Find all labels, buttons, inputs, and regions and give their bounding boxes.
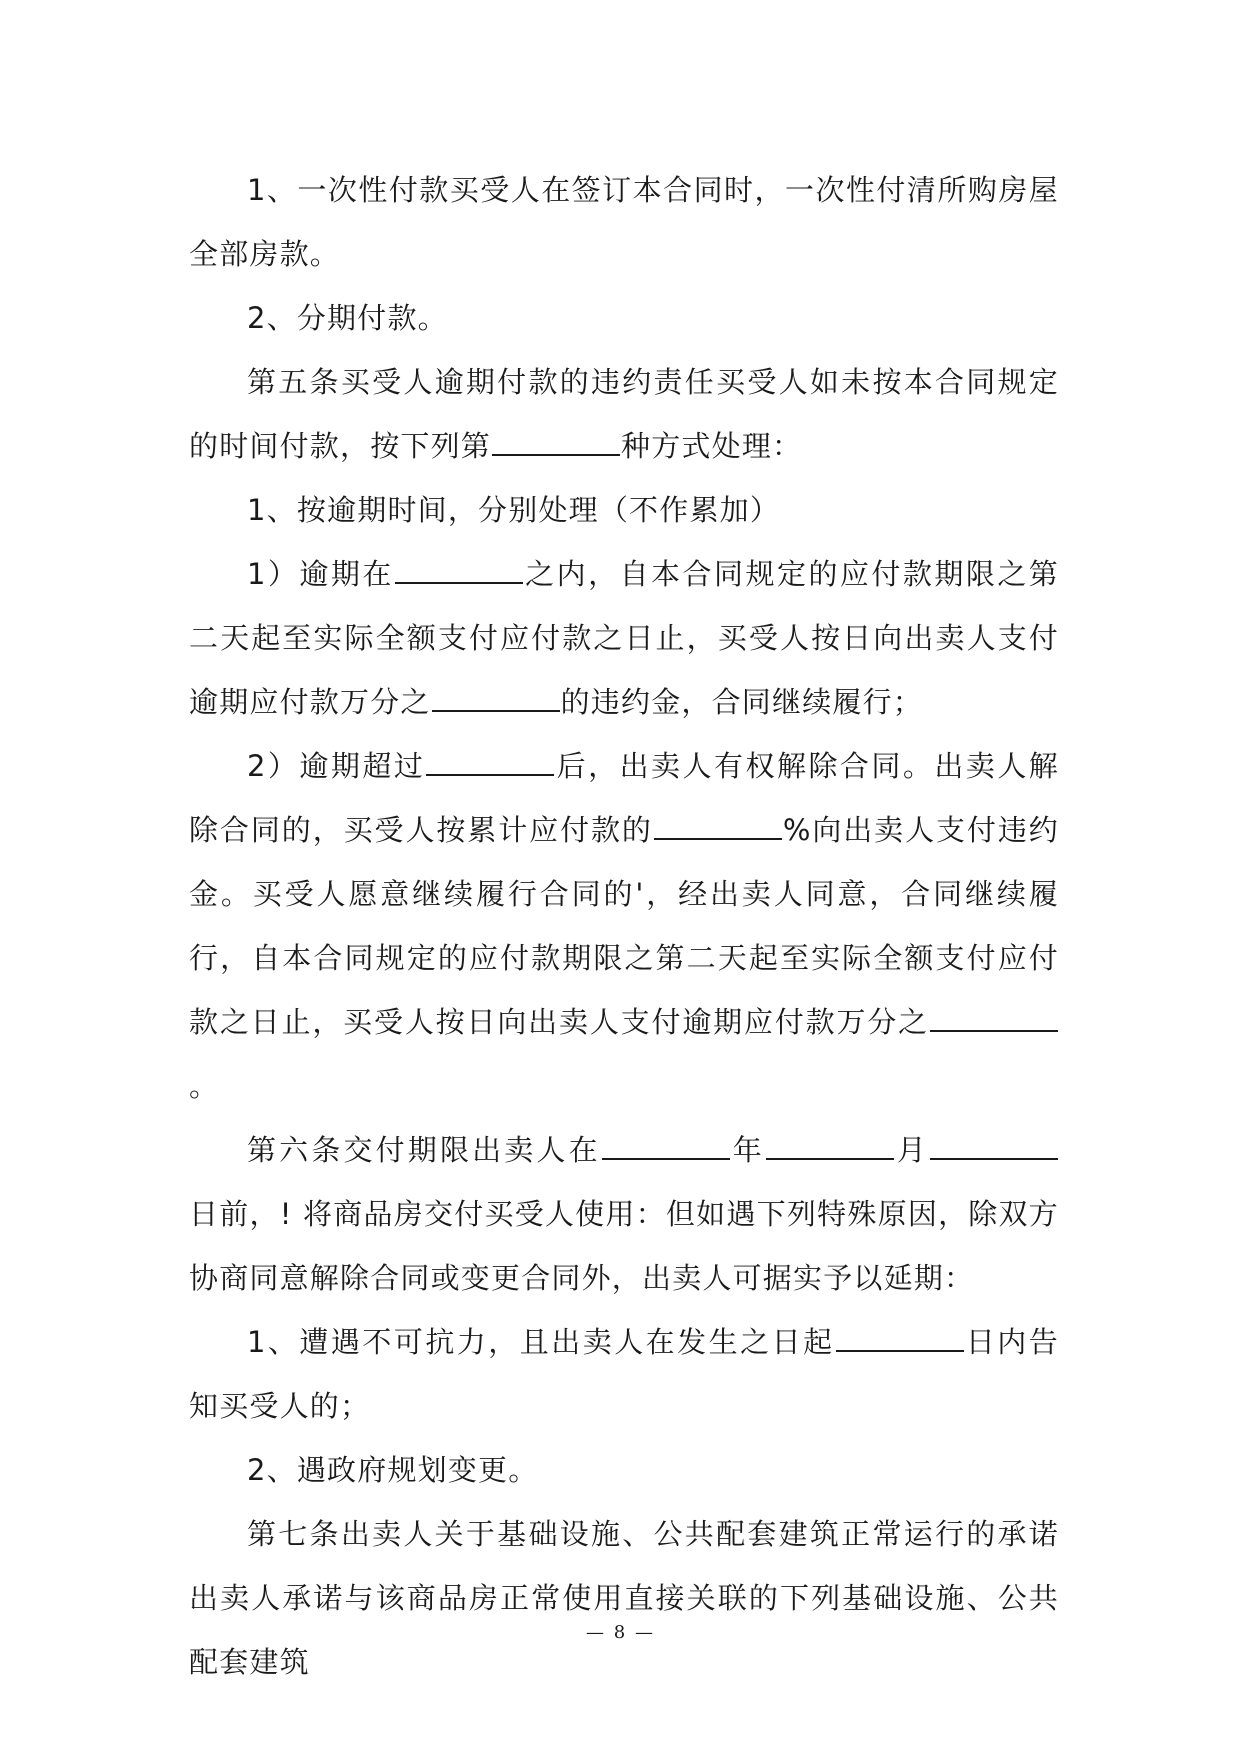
paragraph-text: 2、分期付款。	[247, 301, 448, 335]
paragraph-text: 1、遭遇不可抗力，且出卖人在发生之日起	[247, 1325, 835, 1359]
fill-in-blank	[766, 1134, 894, 1160]
fill-in-blank	[432, 686, 560, 712]
paragraph-text: 第五条买受人逾期付款的违约责任买受人如未按本合同规定的时间付款，按下列第	[189, 365, 1059, 463]
fill-in-blank	[836, 1326, 964, 1352]
paragraph-text: 后，出卖人有权解除合同。出卖人解除合同的，买受人按累计应付款的	[189, 749, 1059, 847]
paragraph-text: 日前，! 将商品房交付买受人使用：但如遇下列特殊原因，除双方协商同意解除合同或变更合同外，出卖人可据实予以延期：	[189, 1197, 1059, 1295]
paragraph	[189, 350, 1059, 478]
paragraph-text: 日内告知买受人的；	[189, 1325, 1059, 1423]
paragraph	[189, 286, 1059, 350]
paragraph	[189, 1502, 1059, 1694]
page-number: — 8 —	[586, 1622, 655, 1643]
paragraph-text: 种方式处理：	[621, 429, 803, 463]
paragraph	[189, 478, 1059, 542]
paragraph-text: 1、一次性付款买受人在签订本合同时，一次性付清所购房屋全部房款。	[189, 173, 1059, 271]
paragraph	[189, 1118, 1059, 1310]
paragraph-text: 2、遇政府规划变更。	[247, 1453, 539, 1487]
paragraph	[189, 734, 1059, 1118]
paragraph-text: 2）逾期超过	[247, 749, 426, 783]
paragraph	[189, 542, 1059, 734]
paragraph	[189, 1438, 1059, 1502]
paragraph-text: 1）逾期在	[247, 557, 394, 591]
fill-in-blank	[602, 1134, 730, 1160]
paragraph-text: 。	[189, 1069, 220, 1103]
paragraph-text: 第七条出卖人关于基础设施、公共配套建筑正常运行的承诺出卖人承诺与该商品房正常使用直接关联的下列基础设施、公共配套建筑	[189, 1517, 1059, 1679]
paragraph	[189, 158, 1059, 286]
paragraph-text: 年	[730, 1133, 765, 1167]
fill-in-blank	[426, 750, 554, 776]
paragraph-text: %向出卖人支付违约金。买受人愿意继续履行合同的'，经出卖人同意，合同继续履行，自本合同规定的应付款期限之第二天起至实际全额支付应付款之日止，买受人按日向出卖人支付逾期应付款万分之	[189, 813, 1059, 1039]
paragraph-text: 之内，自本合同规定的应付款期限之第二天起至实际全额支付应付款之日止，买受人按日向出卖人支付逾期应付款万分之	[189, 557, 1060, 719]
paragraph-text: 第六条交付期限出卖人在	[247, 1133, 601, 1167]
fill-in-blank	[395, 558, 523, 584]
fill-in-blank	[930, 1134, 1058, 1160]
paragraph	[189, 1310, 1059, 1438]
fill-in-blank	[492, 430, 620, 456]
fill-in-blank	[654, 814, 782, 840]
paragraph-text: 月	[894, 1133, 930, 1167]
fill-in-blank	[930, 1006, 1058, 1032]
paragraph-text: 1、按逾期时间，分别处理（不作累加）	[247, 493, 781, 527]
paragraph-text: 的违约金，合同继续履行；	[560, 685, 924, 719]
document-body	[189, 158, 1059, 1694]
